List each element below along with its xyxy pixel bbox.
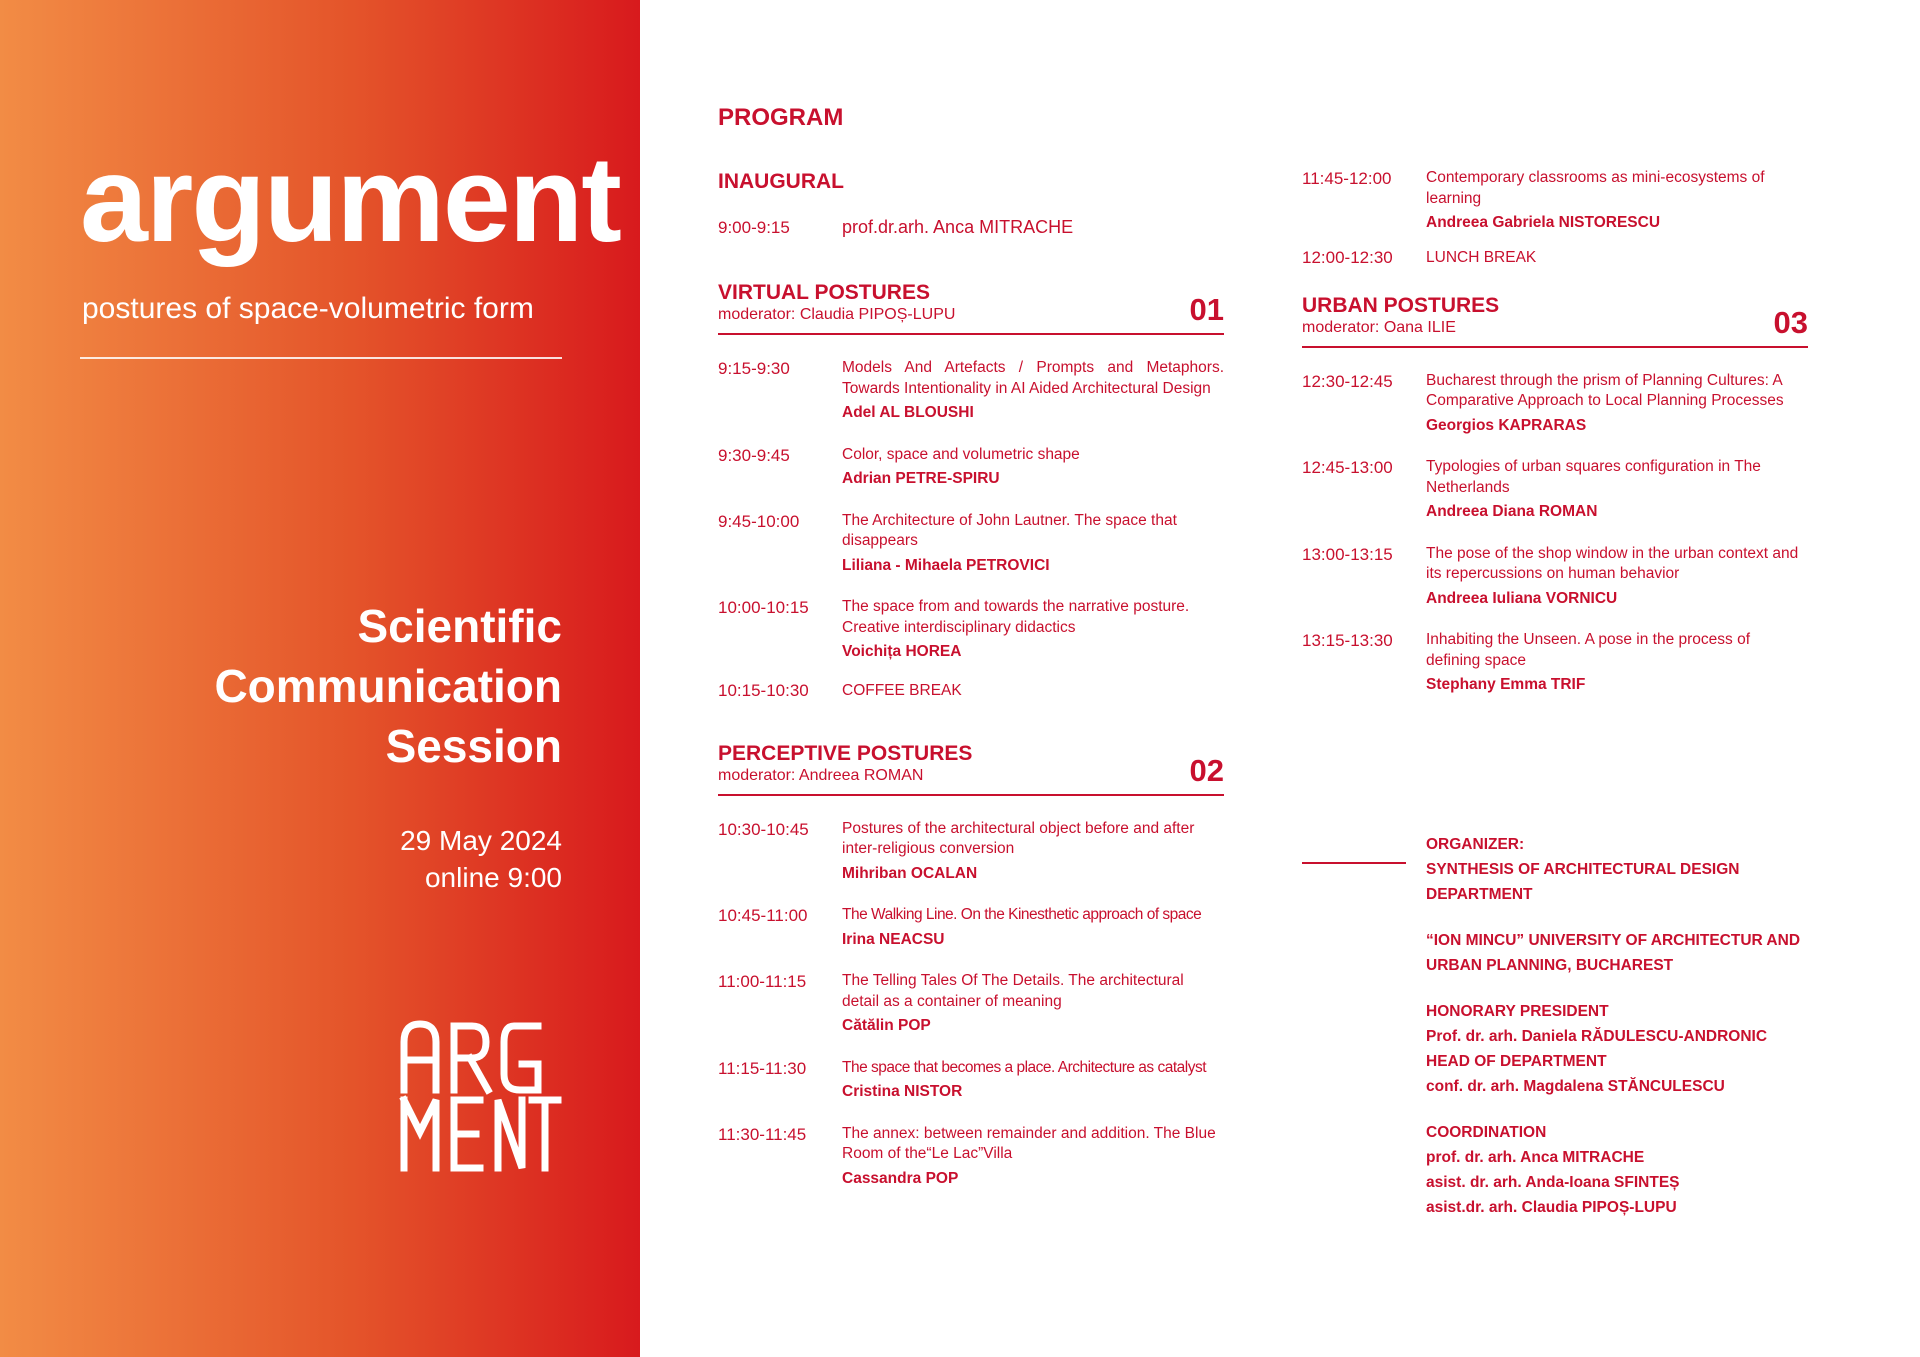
organizer-university-line: “ION MINCU” UNIVERSITY OF ARCHITECTUR AND	[1426, 932, 1801, 949]
organizer-university-line: URBAN PLANNING, BUCHAREST	[1426, 957, 1674, 974]
section-urban-header	[1302, 293, 1808, 348]
talk-title: Postures of the architectural object before and after inter-religious conversion	[842, 819, 1195, 857]
break-slot	[1302, 247, 1808, 268]
talk-slot	[1302, 544, 1808, 610]
talk-speaker: Adel AL BLOUSHI	[842, 404, 974, 421]
talk-slot	[718, 358, 1224, 424]
slot-time: 10:30-10:45	[718, 819, 809, 839]
session-line: Communication	[214, 660, 562, 712]
talk-speaker: Andreea Diana ROMAN	[1426, 503, 1598, 520]
coordination-name: asist. dr. arh. Anda-Ioana SFINTEȘ	[1426, 1174, 1680, 1191]
break-label: LUNCH BREAK	[1426, 248, 1537, 266]
talk-speaker: Georgios KAPRARAS	[1426, 416, 1587, 434]
talk-title: The space that becomes a place. Architecture as catalyst	[842, 1058, 1207, 1076]
talk-slot	[718, 511, 1224, 577]
talk-speaker: Voichița HOREA	[842, 643, 962, 660]
break-slot	[718, 680, 1224, 701]
talk-slot	[718, 445, 1224, 490]
coordination-name: asist.dr. arh. Claudia PIPOȘ-LUPU	[1426, 1199, 1677, 1216]
talk-slot	[1302, 630, 1808, 696]
slot-time: 9:30-9:45	[718, 445, 790, 465]
talk-slot	[718, 1124, 1224, 1190]
organizer-dept-line: SYNTHESIS OF ARCHITECTURAL DESIGN	[1426, 861, 1740, 878]
organizer-dept-line: DEPARTMENT	[1426, 886, 1533, 903]
date-text: 29 May 2024	[400, 825, 562, 856]
brand-subtitle: postures of space-volumetric form	[82, 292, 534, 325]
inaugural-slot	[718, 217, 1224, 238]
talk-slot	[718, 971, 1224, 1037]
talk-title: Inhabiting the Unseen. A pose in the process of defining space	[1426, 631, 1751, 669]
slot-time: 10:15-10:30	[718, 680, 809, 700]
organizer-divider	[1302, 862, 1406, 864]
program-column-left	[718, 100, 1224, 1189]
talk-slot	[1302, 457, 1808, 523]
head-name: conf. dr. arh. Magdalena STĂNCULESCU	[1426, 1078, 1725, 1095]
talk-title: Contemporary classrooms as mini-ecosystems of learning	[1426, 169, 1765, 207]
talk-title: The Telling Tales Of The Details. The architectural detail as a container of meaning	[842, 972, 1184, 1010]
talk-title: Models And Artefacts / Prompts and Metaphors. Towards Intentionality in AI Aided Architectural Design	[842, 359, 1224, 397]
talk-speaker: Andreea Gabriela NISTORESCU	[1426, 214, 1661, 231]
honorary-name: Prof. dr. arh. Daniela RĂDULESCU-ANDRONIC	[1426, 1028, 1768, 1045]
slot-time: 13:00-13:15	[1302, 544, 1393, 564]
talk-speaker: Cassandra POP	[842, 1169, 959, 1187]
slot-time: 11:15-11:30	[718, 1058, 807, 1078]
talk-speaker: Mihriban OCALAN	[842, 864, 978, 882]
talk-slot	[1302, 371, 1808, 437]
talk-slot	[1302, 168, 1808, 234]
session-line: Scientific	[357, 600, 562, 652]
talk-title: Color, space and volumetric shape	[842, 445, 1080, 463]
talk-speaker: Stephany Emma TRIF	[1426, 676, 1586, 693]
organizer-label: ORGANIZER:	[1426, 836, 1525, 853]
slot-time: 13:15-13:30	[1302, 631, 1393, 650]
talk-title: The Walking Line. On the Kinesthetic approach of space	[842, 906, 1202, 923]
slot-time: 10:45-11:00	[718, 906, 808, 925]
talk-title: The pose of the shop window in the urban context and its repercussions on human behavior	[1426, 544, 1799, 582]
slot-time: 11:45-12:00	[1302, 169, 1392, 188]
section-title: URBAN POSTURES	[1302, 293, 1500, 317]
coordination-label: COORDINATION	[1426, 1124, 1547, 1141]
talk-speaker: Irina NEACSU	[842, 930, 945, 948]
slot-time: 9:45-10:00	[718, 511, 800, 531]
talk-title: Bucharest through the prism of Planning Cultures: A Comparative Approach to Local Planning Processes	[1426, 371, 1784, 409]
talk-slot	[718, 1058, 1224, 1103]
inaugural-title: INAUGURAL	[718, 170, 844, 193]
talk-speaker: Adrian PETRE-SPIRU	[842, 470, 1000, 487]
talk-speaker: Cătălin POP	[842, 1017, 931, 1034]
talk-speaker: Cristina NISTOR	[842, 1083, 963, 1100]
section-perceptive-header	[718, 741, 1224, 796]
slot-time: 9:15-9:30	[718, 359, 790, 378]
talk-title: The Architecture of John Lautner. The space that disappears	[842, 511, 1177, 549]
section-moderator: moderator: Claudia PIPOȘ-LUPU	[718, 306, 956, 323]
time-text: online 9:00	[424, 862, 562, 893]
slot-time: 10:00-10:15	[718, 598, 809, 617]
talk-title: Typologies of urban squares configuration in The Netherlands	[1426, 458, 1761, 496]
section-number: 02	[1189, 752, 1224, 788]
talk-slot	[718, 597, 1224, 663]
slot-time: 12:30-12:45	[1302, 371, 1393, 391]
head-label: HEAD OF DEPARTMENT	[1426, 1053, 1607, 1070]
section-number: 03	[1773, 304, 1808, 340]
slot-time: 9:00-9:15	[718, 218, 790, 237]
slot-time: 12:45-13:00	[1302, 458, 1393, 477]
break-label: COFFEE BREAK	[842, 681, 962, 699]
talk-title: The annex: between remainder and addition. The Blue Room of the“Le Lac”Villa	[842, 1124, 1216, 1162]
section-number: 01	[1189, 292, 1224, 327]
section-moderator: moderator: Oana ILIE	[1302, 318, 1456, 336]
brand-title: argument	[80, 131, 620, 267]
talk-title: The space from and towards the narrative posture. Creative interdisciplinary didactics	[842, 598, 1190, 636]
talk-speaker: Liliana - Mihaela PETROVICI	[842, 556, 1050, 574]
coordination-name: prof. dr. arh. Anca MITRACHE	[1426, 1149, 1645, 1166]
slot-time: 11:30-11:45	[718, 1124, 807, 1144]
section-virtual-header	[718, 280, 1224, 335]
section-moderator: moderator: Andreea ROMAN	[718, 766, 924, 784]
talk-slot	[718, 819, 1224, 885]
program-column-right	[1302, 168, 1808, 696]
organizer-block	[1426, 832, 1826, 1220]
slot-time: 12:00-12:30	[1302, 247, 1393, 267]
talk-slot	[718, 905, 1224, 950]
honorary-label: HONORARY PRESIDENT	[1426, 1003, 1609, 1020]
slot-speaker: prof.dr.arh. Anca MITRACHE	[842, 217, 1074, 237]
talk-speaker: Andreea Iuliana VORNICU	[1426, 589, 1618, 607]
section-title: VIRTUAL POSTURES	[718, 281, 930, 304]
program-title: PROGRAM	[718, 104, 844, 131]
slot-time: 11:00-11:15	[718, 972, 807, 991]
session-line: Session	[385, 720, 562, 772]
section-title: PERCEPTIVE POSTURES	[718, 741, 973, 765]
